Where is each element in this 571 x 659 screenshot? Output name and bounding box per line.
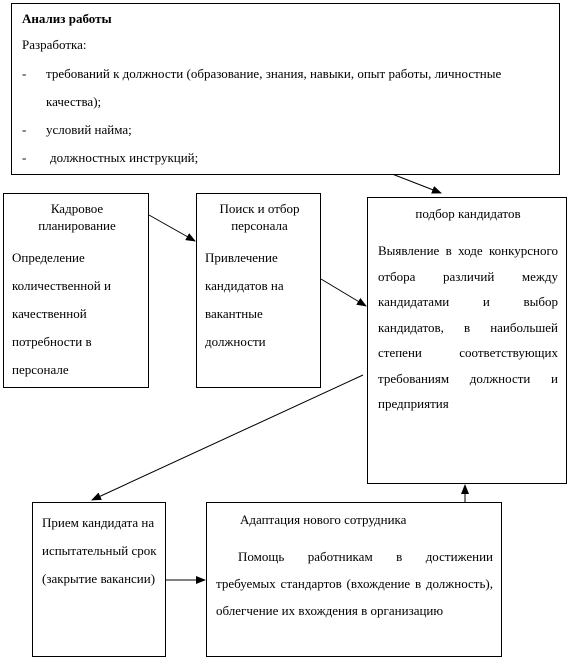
job-analysis-item (22, 60, 549, 116)
job-analysis-item-text: требований к должности (образование, знания, навыки, опыт работы, личностные качества); (46, 66, 502, 109)
employee-adaptation-body: Помощь работникам в достижении требуемых стандартов (вхождение в должность), облегчение их вхождения в организацию (216, 549, 493, 618)
list-dash: - (22, 150, 27, 165)
list-dash: - (22, 66, 27, 81)
candidate-selection-title: подбор кандидатов (415, 206, 521, 221)
job-analysis-item-text: условий найма; (46, 122, 132, 137)
job-analysis-item (22, 116, 549, 144)
job-analysis-box (11, 3, 560, 175)
hr-planning-body: Определение количественной и качественной потребности в персонале (12, 250, 111, 377)
candidate-hire-body: Прием кандидата на испытательный срок (закрытие вакансии) (42, 515, 157, 586)
employee-adaptation-title: Адаптация нового сотрудника (240, 512, 407, 527)
job-analysis-item-text: должностных инструкций; (50, 150, 199, 165)
candidate-hire-box (32, 502, 166, 657)
job-analysis-title: Анализ работы (22, 11, 112, 26)
list-dash: - (22, 122, 27, 137)
hr-planning-title: Кадровое планирование (38, 201, 116, 233)
arrow-analysis-to-selection (387, 172, 441, 193)
arrow-selection-to-hire (92, 375, 363, 500)
search-selection-box (196, 193, 321, 388)
arrow-planning-to-search (149, 215, 195, 241)
hr-planning-box (3, 193, 149, 388)
arrow-search-to-selection (321, 279, 366, 306)
job-analysis-item (22, 144, 549, 172)
candidate-selection-body: Выявление в ходе конкурсного отбора различий между кандидатами и выбор кандидатов, в наибольшей степени соответствующих требованиям должности и предприятия (378, 243, 558, 411)
search-selection-title: Поиск и отбор персонала (219, 201, 300, 233)
employee-adaptation-box (206, 502, 502, 657)
job-analysis-subtitle: Разработка: (22, 37, 87, 52)
search-selection-body: Привлечение кандидатов на вакантные должности (205, 250, 284, 349)
candidate-selection-box (367, 197, 567, 484)
